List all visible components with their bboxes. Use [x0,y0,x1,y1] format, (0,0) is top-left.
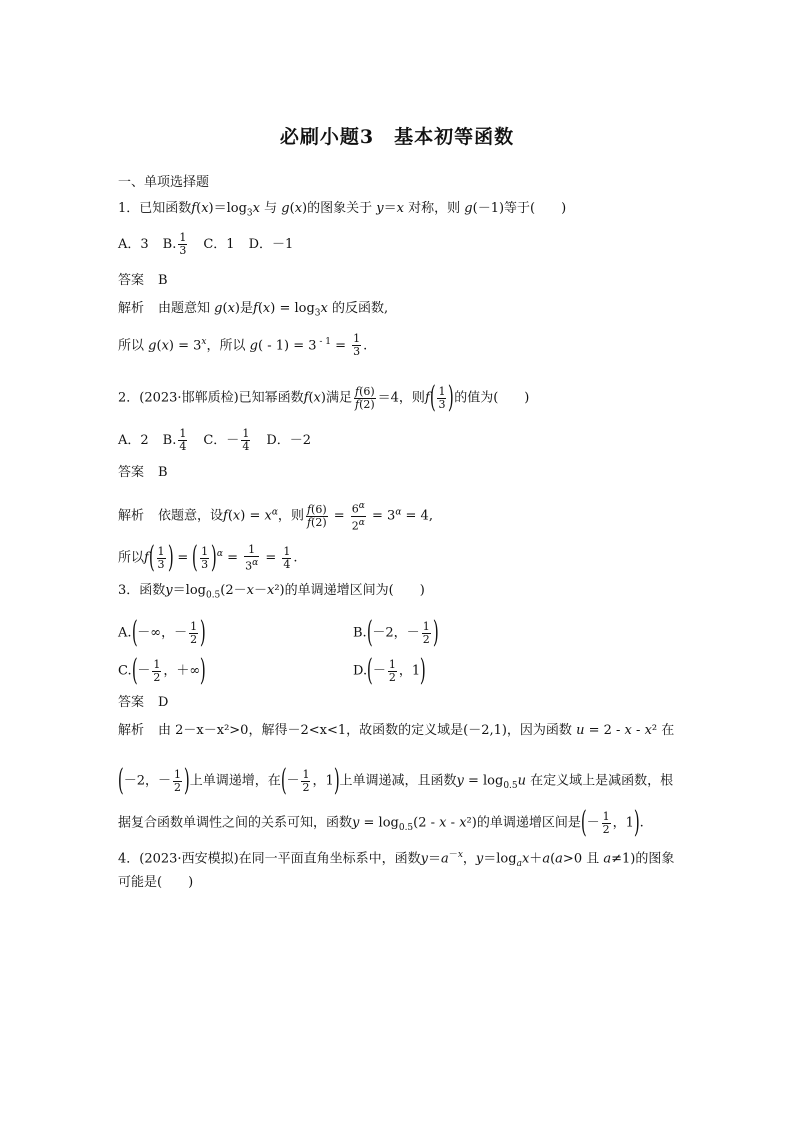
question-4-stem-cont: 可能是( ) [118,875,194,890]
question-3-option-b: B.(－2，－ $\frac{1}{2}$ ) [353,615,439,650]
question-1-analysis-line-1: 解析 由题意知 g(x)是$f(x) = \log_3x$ 的反函数, [118,301,389,319]
question-3-option-a: A.(－∞，－ $\frac{1}{2}$ ) [118,615,206,650]
question-1-answer: 答案 B [118,273,168,288]
question-2-stem: 2．(2023·邯郸质检)已知幂函数f(x)满足 $\frac{f(6)}{f(2)}$ ＝4，则f( $\frac{1}{3}$ )的值为( ) [118,380,530,415]
question-3-analysis-line-3: 据复合函数单调性之间的关系可知，函数$y = \log_{0.5}(2 - x - x^2)$的单调递增区间是(－ $\frac{1}{2}$ ，1). [118,805,644,840]
question-3-option-d: D.(－ $\frac{1}{2}$ ，1) [353,653,426,688]
question-3-stem: 3．函数$y=\log_{0.5}(2-x-x^2)$的单调递增区间为( ) [118,583,425,601]
question-4-stem: 4．(2023·西安模拟)在同一平面直角坐标系中，函数$y=a^{-x}$，$y=\log_ax+a(a>0$ 且 a≠1)的图象 [118,850,675,869]
question-2-options: A．2 B. $\frac{1}{4}$ C．－ $\frac{1}{4}$ D．－2 [118,427,312,453]
question-3-option-c: C.(－ $\frac{1}{2}$ ，＋∞) [118,653,206,688]
question-2-analysis-line-2: 所以f( $\frac{1}{3}$ ) = ( $\frac{1}{3}$ )$^\alpha$ = $\frac{1}{3^\alpha}$ = $\frac{1}{4}$ . [118,540,298,575]
question-3-analysis-line-1: 解析 由 2－x－x²>0，解得－2<x<1，故函数的定义域是(－2,1)，因为函数 u = 2 - x - x² 在 [118,723,675,738]
question-1-options: A．3 B. $\frac{1}{3}$ C．1 D．－1 [118,231,294,257]
question-2-answer: 答案 B [118,465,168,480]
section-heading: 一、单项选择题 [118,175,210,190]
question-3-analysis-line-2: (－2，－ $\frac{1}{2}$ )上单调递增，在(－ $\frac{1}{2}$ ，1)上单调递减，且函数$y = \log_{0.5}u$ 在定义域上是减函数，根 [117,763,674,798]
question-3-answer: 答案 D [118,695,169,710]
page-title: 必刷小题3 基本初等函数 [279,126,515,148]
question-1-analysis-line-2: 所以 $g(x) = 3^x$，所以 g( - 1) = 3 $^{- 1}$ = $\frac{1}{3}$ . [118,332,368,359]
question-1-stem: 1．已知函数$f(x)=\log_3x$ 与 g(x)的图象关于 y＝x 对称，则 g(－1)等于( ) [118,201,567,219]
question-2-analysis-line-1: 解析 依题意，设$f(x) = x^\alpha$，则 $\frac{f(6)}{f(2)}$ = $\frac{6^\alpha}{2^\alpha}$ = $3^\alpha = 4$, [118,501,433,533]
